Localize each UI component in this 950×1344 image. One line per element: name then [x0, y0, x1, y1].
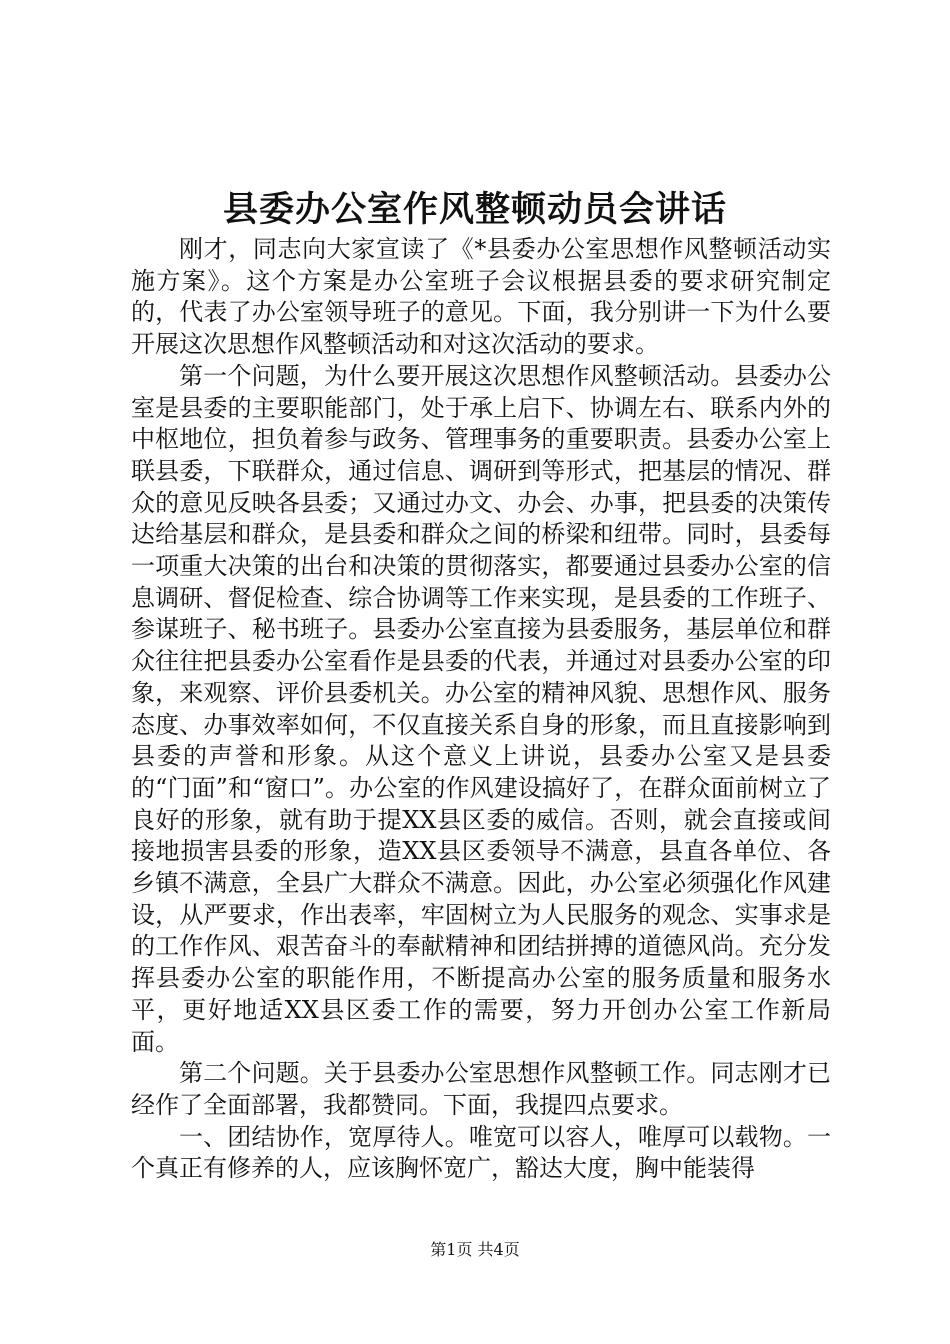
document-body [131, 234, 831, 1185]
paragraph-intro: 刚才，同志向大家宣读了《*县委办公室思想作风整顿活动实施方案》。这个方案是办公室班子会议根据县委的要求研究制定的，代表了办公室领导班子的意见。下面，我分别讲一下为什么要开展这次思想作风整顿活动和对这次活动的要求。 [131, 235, 831, 359]
document-title: 县委办公室作风整顿动员会讲话 [222, 189, 727, 230]
page-number-footer: 第1页 共4页 [430, 1240, 520, 1259]
paragraph-question-one: 第一个问题，为什么要开展这次思想作风整顿活动。县委办公室是县委的主要职能部门，处于承上启下、协调左右、联系内外的中枢地位，担负着参与政务、管理事务的重要职责。县委办公室上联县委，下联群众，通过信息、调研到等形式，把基层的情况、群众的意见反映各县委；又通过办文、办会、办事，把县委的决策传达给基层和群众，是县委和群众之间的桥梁和纽带。同时，县委每一项重大决策的出台和决策的贯彻落实，都要通过县委办公室的信息调研、督促检查、综合协调等工作来实现，是县委的工作班子、参谋班子、秘书班子。县委办公室直接为县委服务，基层单位和群众往往把县委办公室看作是县委的代表，并通过对县委办公室的印象，来观察、评价县委机关。办公室的精神风貌、思想作风、服务态度、办事效率如何，不仅直接关系自身的形象，而且直接影响到县委的声誉和形象。从这个意义上讲说，县委办公室又是县委的“门面”和“窗口”。办公室的作风建设搞好了，在群众面前树立了良好的形象，就有助于提XX县区委的威信。否则，就会直接或间接地损害县委的形象，造XX县区委领导不满意，县直各单位、各乡镇不满意，全县广大群众不满意。因此，办公室必须强化作风建设，从严要求，作出表率，牢固树立为人民服务的观念、实事求是的工作作风、艰苦奋斗的奉献精神和团结拼搏的道德风尚。充分发挥县委办公室的职能作用，不断提高办公室的服务质量和服务水平，更好地适XX县区委工作的需要，努力开创办公室工作新局面。 [131, 361, 831, 1056]
paragraph-requirement-one: 一、团结协作，宽厚待人。唯宽可以容人，唯厚可以载物。一个真正有修养的人，应该胸怀宽广，豁达大度，胸中能装得 [131, 1122, 831, 1183]
paragraph-question-two: 第二个问题。关于县委办公室思想作风整顿工作。同志刚才已经作了全面部署，我都赞同。下面，我提四点要求。 [131, 1059, 831, 1119]
